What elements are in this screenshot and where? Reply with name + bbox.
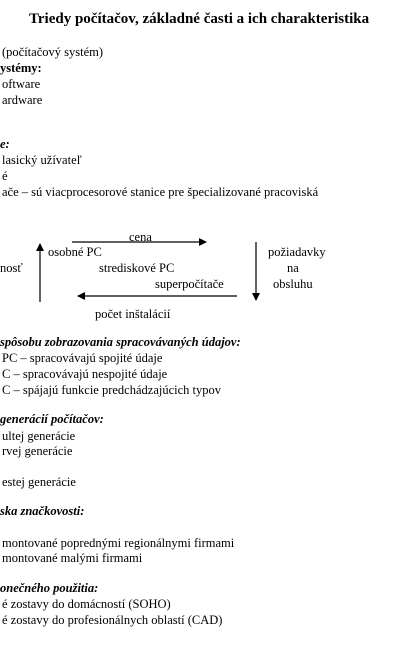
diagram-label-on: na (287, 261, 299, 275)
brand-item-2: montované malými firmami (2, 551, 143, 565)
brand-heading: ska značkovosti: (0, 504, 85, 518)
generations-heading: generácií počítačov: (0, 412, 104, 426)
generations-item-3: estej generácie (2, 475, 76, 489)
intro-line-system: (počítačový systém) (2, 45, 104, 59)
users-item-1: lasický užívateľ (2, 153, 82, 167)
users-item-3: ače – sú viacprocesorové stanice pre špecializované pracoviská (2, 185, 319, 199)
display-item-1: PC – spracovávajú spojité údaje (2, 351, 163, 365)
diagram-label-personal-pc: osobné PC (48, 245, 102, 259)
use-heading: onečného použitia: (0, 581, 99, 595)
diagram-label-supercomputers: superpočítače (155, 277, 224, 291)
use-item-1: é zostavy do domácností (SOHO) (2, 597, 171, 611)
intro-line-systems-heading: ystémy: (0, 61, 42, 75)
brand-item-1: montované poprednými regionálnymi firmami (2, 536, 235, 550)
intro-line-software: oftware (2, 77, 41, 91)
display-heading: spôsobu zobrazovania spracovávaných údajov: (0, 335, 241, 349)
intro-line-hardware: ardware (2, 93, 43, 107)
diagram-label-cost: cena (129, 230, 152, 244)
page-title: Triedy počítačov, základné časti a ich charakteristika (29, 11, 370, 27)
display-item-2: C – spracovávajú nespojité údaje (2, 367, 168, 381)
generations-item-2: rvej generácie (2, 444, 73, 458)
users-item-2: é (2, 169, 8, 183)
diagram-label-installations: počet inštalácií (95, 307, 171, 321)
diagram-label-requirements: požiadavky (268, 245, 326, 259)
generations-item-1: ultej generácie (2, 429, 76, 443)
display-item-3: C – spájajú funkcie predchádzajúcich typov (2, 383, 222, 397)
use-item-2: é zostavy do profesionálnych oblastí (CAD) (2, 613, 223, 627)
diagram-label-left: nosť (0, 261, 23, 275)
diagram-label-center-pc: strediskové PC (99, 261, 175, 275)
diagram-label-operation: obsluhu (273, 277, 313, 291)
users-heading: e: (0, 137, 10, 151)
